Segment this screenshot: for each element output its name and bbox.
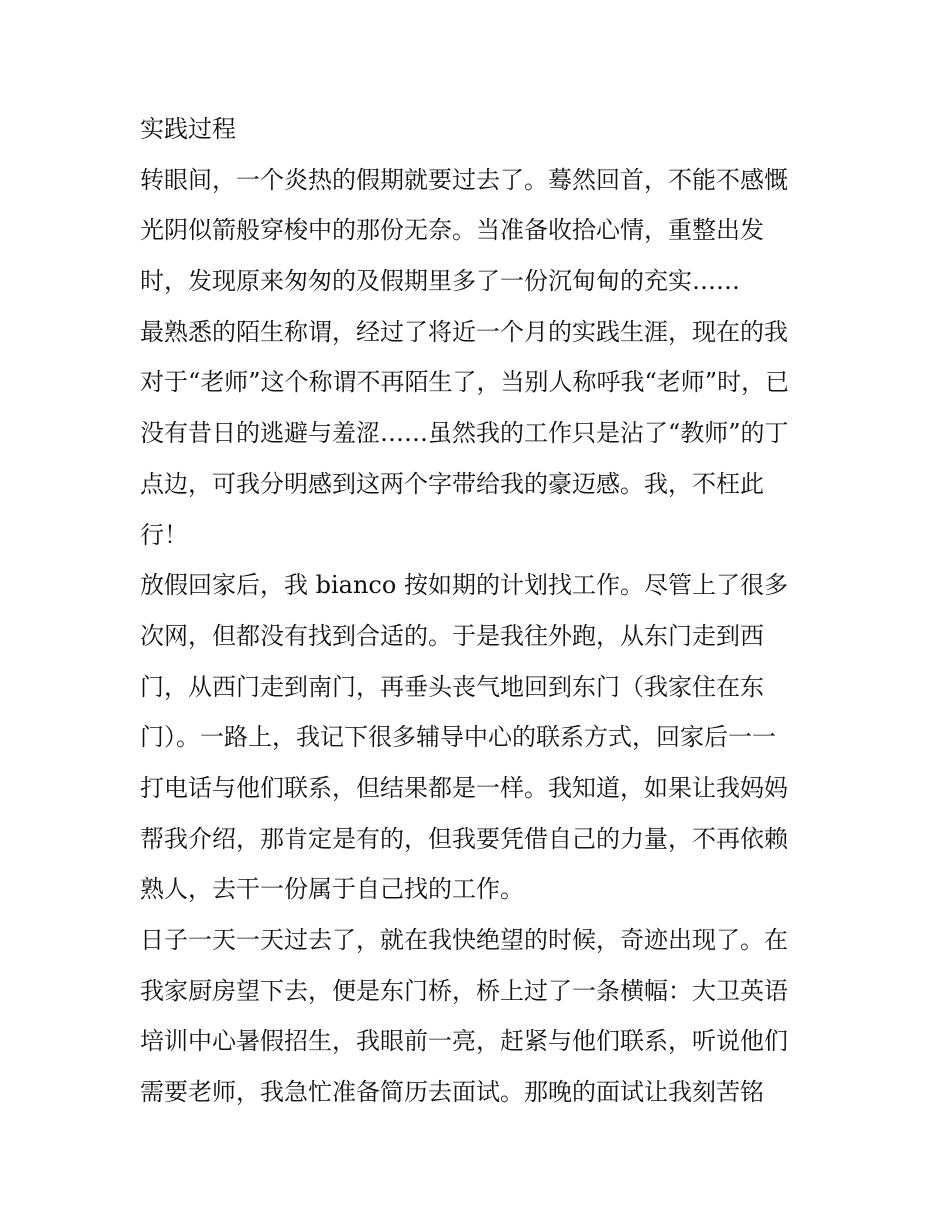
text-line: 帮我介绍，那肯定是有的，但我要凭借自己的力量，不再依赖 <box>140 824 788 853</box>
paragraph-4 <box>140 915 820 1118</box>
paragraph-1 <box>140 155 820 307</box>
section-heading: 实践过程 <box>140 115 236 143</box>
text-line: 我家厨房望下去，便是东门桥，桥上过了一条横幅：大卫英语 <box>140 976 788 1005</box>
text-line: 行！ <box>140 520 188 549</box>
text-line: 放假回家后，我 bianco 按如期的计划找工作。尽管上了很多 <box>140 571 788 600</box>
text-line: 日子一天一天过去了，就在我快绝望的时候，奇迹出现了。在 <box>140 926 788 954</box>
text-line: 门）。一路上，我记下很多辅导中心的联系方式，回家后一一 <box>140 723 776 752</box>
text-line: 转眼间，一个炎热的假期就要过去了。蓦然回首，不能不感慨 <box>140 165 788 194</box>
text-line: 熟人，去干一份属于自己找的工作。 <box>140 875 524 904</box>
text-line: 需要老师，我急忙准备简历去面试。那晚的面试让我刻苦铭 <box>140 1078 764 1107</box>
text-line: 对于“老师”这个称谓不再陌生了，当别人称呼我“老师”时，已 <box>140 368 790 397</box>
text-line: 打电话与他们联系，但结果都是一样。我知道，如果让我妈妈 <box>140 773 788 802</box>
text-line: 时，发现原来匆匆的及假期里多了一份沉甸甸的充实…… <box>140 267 740 296</box>
paragraph-3 <box>140 560 820 915</box>
text-line: 次网，但都没有找到合适的。于是我往外跑，从东门走到西 <box>140 621 764 650</box>
paragraph-2 <box>140 307 820 560</box>
text-line: 培训中心暑假招生，我眼前一亮，赶紧与他们联系，听说他们 <box>140 1027 788 1056</box>
document-body <box>140 104 820 1118</box>
text-line: 点边，可我分明感到这两个字带给我的豪迈感。我，不枉此 <box>140 469 764 498</box>
text-line: 没有昔日的逃避与羞涩……虽然我的工作只是沾了“教师”的丁 <box>140 419 789 448</box>
text-line: 光阴似箭般穿梭中的那份无奈。当准备收拾心情，重整出发 <box>140 216 764 245</box>
text-line: 门，从西门走到南门，再垂头丧气地回到东门（我家住在东 <box>140 672 764 701</box>
text-line: 最熟悉的陌生称谓，经过了将近一个月的实践生涯，现在的我 <box>140 317 788 346</box>
